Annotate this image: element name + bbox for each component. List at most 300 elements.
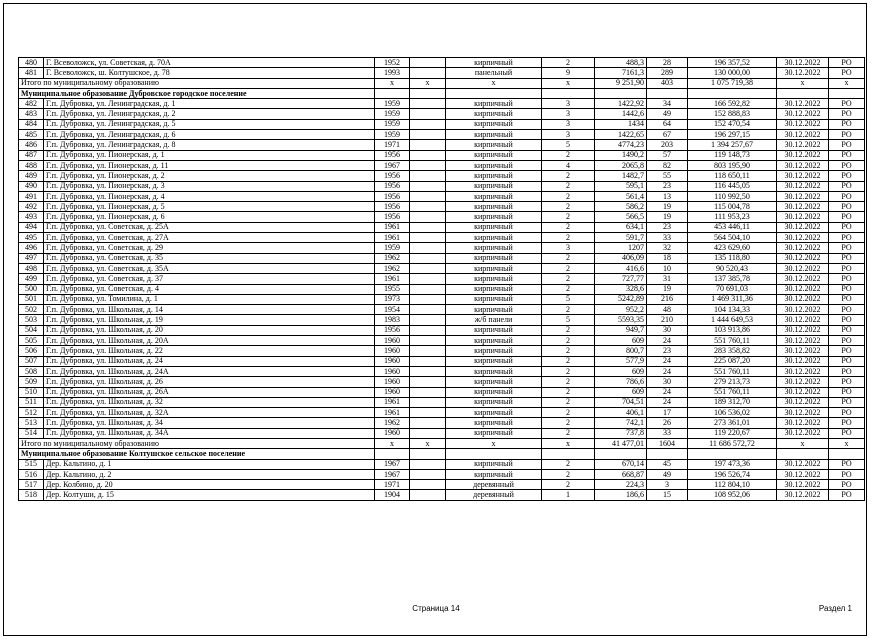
empty-cell: [542, 88, 595, 98]
cell-mat: ж/б панели: [446, 315, 542, 325]
cell-res: 24: [647, 356, 688, 366]
cell-fl: 2: [542, 336, 595, 346]
cell-area: 668,87: [595, 469, 647, 479]
cell-res: 23: [647, 181, 688, 191]
cell-mat: кирпичный: [446, 243, 542, 253]
cell-addr: Г.п. Дубровка, ул. Школьная, д. 26: [44, 377, 375, 387]
cell-n: 485: [19, 130, 44, 140]
cell-date: 30.12.2022: [777, 469, 829, 479]
cell-year: 1967: [375, 469, 410, 479]
cell-c3: х: [410, 438, 446, 448]
cell-addr: Г.п. Дубровка, ул. Школьная, д. 20: [44, 325, 375, 335]
cell-year: 1961: [375, 233, 410, 243]
cell-addr: Итого по муниципальному образованию: [19, 438, 375, 448]
cell-fl: 2: [542, 222, 595, 232]
cell-addr: Итого по муниципальному образованию: [19, 78, 375, 88]
table-row: [19, 336, 865, 346]
cell-res: 64: [647, 119, 688, 129]
cell-n: 517: [19, 480, 44, 490]
cell-fl: 2: [542, 305, 595, 315]
table-row: [19, 284, 865, 294]
cell-area: 1434: [595, 119, 647, 129]
cell-op: РО: [829, 160, 865, 170]
cell-res: 13: [647, 191, 688, 201]
table-row: [19, 160, 865, 170]
cell-n: 496: [19, 243, 44, 253]
cell-res: 48: [647, 305, 688, 315]
cell-date: 30.12.2022: [777, 233, 829, 243]
cell-c3: [410, 212, 446, 222]
cell-area: 727,77: [595, 274, 647, 284]
cell-fl: 2: [542, 233, 595, 243]
cell-year: 1952: [375, 58, 410, 68]
cell-fl: 2: [542, 377, 595, 387]
cell-n: 516: [19, 469, 44, 479]
cell-n: 505: [19, 336, 44, 346]
cell-fl: 3: [542, 119, 595, 129]
cell-area: 577,9: [595, 356, 647, 366]
cell-fl: 2: [542, 253, 595, 263]
cell-addr: Г.п. Дубровка, ул. Пионерская, д. 6: [44, 212, 375, 222]
cell-sum: 119 220,67: [688, 428, 777, 438]
cell-res: 34: [647, 99, 688, 109]
cell-op: РО: [829, 294, 865, 304]
table-row: [19, 490, 865, 500]
table-row: [19, 99, 865, 109]
cell-area: 634,1: [595, 222, 647, 232]
cell-date: 30.12.2022: [777, 459, 829, 469]
cell-res: 19: [647, 284, 688, 294]
cell-addr: Г.п. Дубровка, ул. Пионерская, д. 4: [44, 191, 375, 201]
cell-year: 1961: [375, 222, 410, 232]
cell-op: РО: [829, 325, 865, 335]
cell-fl: 3: [542, 99, 595, 109]
cell-res: 17: [647, 408, 688, 418]
cell-year: 1956: [375, 171, 410, 181]
table-row: [19, 377, 865, 387]
cell-res: 203: [647, 140, 688, 150]
cell-res: 26: [647, 418, 688, 428]
empty-cell: [410, 88, 446, 98]
cell-c3: [410, 469, 446, 479]
cell-area: 1490,2: [595, 150, 647, 160]
cell-date: х: [777, 78, 829, 88]
cell-fl: 2: [542, 356, 595, 366]
cell-mat: кирпичный: [446, 418, 542, 428]
cell-c3: [410, 253, 446, 263]
cell-area: 224,3: [595, 480, 647, 490]
table-row: [19, 325, 865, 335]
cell-date: 30.12.2022: [777, 377, 829, 387]
table-row: [19, 469, 865, 479]
empty-cell: [410, 449, 446, 459]
cell-op: РО: [829, 253, 865, 263]
cell-mat: кирпичный: [446, 212, 542, 222]
cell-res: 32: [647, 243, 688, 253]
table-row: [19, 397, 865, 407]
cell-mat: деревянный: [446, 490, 542, 500]
cell-mat: кирпичный: [446, 263, 542, 273]
cell-year: 1956: [375, 325, 410, 335]
cell-op: РО: [829, 191, 865, 201]
cell-year: 1904: [375, 490, 410, 500]
cell-res: 403: [647, 78, 688, 88]
cell-res: 82: [647, 160, 688, 170]
cell-n: 494: [19, 222, 44, 232]
table-row: [19, 202, 865, 212]
cell-date: 30.12.2022: [777, 274, 829, 284]
cell-n: 480: [19, 58, 44, 68]
cell-date: 30.12.2022: [777, 171, 829, 181]
cell-sum: 196 357,52: [688, 58, 777, 68]
cell-date: 30.12.2022: [777, 305, 829, 315]
cell-n: 503: [19, 315, 44, 325]
register-table: [18, 57, 865, 501]
cell-fl: 2: [542, 212, 595, 222]
cell-res: 10: [647, 263, 688, 273]
cell-year: 1956: [375, 191, 410, 201]
cell-n: 481: [19, 68, 44, 78]
cell-sum: 118 650,11: [688, 171, 777, 181]
cell-year: 1960: [375, 387, 410, 397]
cell-area: 561,4: [595, 191, 647, 201]
cell-addr: Дер. Колтуши, д. 15: [44, 490, 375, 500]
cell-res: 24: [647, 336, 688, 346]
cell-addr: Г.п. Дубровка, ул. Ленинградская, д. 8: [44, 140, 375, 150]
empty-cell: [647, 449, 688, 459]
cell-c3: [410, 408, 446, 418]
table-row: [19, 253, 865, 263]
table-row: [19, 109, 865, 119]
cell-n: 511: [19, 397, 44, 407]
cell-op: РО: [829, 387, 865, 397]
cell-fl: 2: [542, 171, 595, 181]
cell-n: 486: [19, 140, 44, 150]
cell-op: РО: [829, 58, 865, 68]
cell-area: 952,2: [595, 305, 647, 315]
cell-date: 30.12.2022: [777, 263, 829, 273]
cell-op: х: [829, 78, 865, 88]
cell-c3: [410, 387, 446, 397]
cell-c3: [410, 119, 446, 129]
table-row: [19, 274, 865, 284]
cell-addr: Г.п. Дубровка, ул. Школьная, д. 34А: [44, 428, 375, 438]
empty-cell: [688, 449, 777, 459]
cell-mat: кирпичный: [446, 459, 542, 469]
cell-area: 4774,23: [595, 140, 647, 150]
cell-c3: [410, 480, 446, 490]
empty-cell: [595, 449, 647, 459]
cell-addr: Г.п. Дубровка, ул. Школьная, д. 20А: [44, 336, 375, 346]
cell-res: 49: [647, 469, 688, 479]
cell-year: 1961: [375, 397, 410, 407]
empty-cell: [375, 88, 410, 98]
cell-addr: Г. Всеволожск, ш. Колтушское, д. 78: [44, 68, 375, 78]
cell-res: 19: [647, 202, 688, 212]
table-row: [19, 418, 865, 428]
cell-c3: [410, 356, 446, 366]
cell-n: 500: [19, 284, 44, 294]
cell-year: 1960: [375, 346, 410, 356]
cell-mat: кирпичный: [446, 233, 542, 243]
cell-n: 484: [19, 119, 44, 129]
cell-sum: 225 087,20: [688, 356, 777, 366]
cell-addr: Г.п. Дубровка, ул. Пионерская, д. 2: [44, 171, 375, 181]
cell-sum: 135 118,80: [688, 253, 777, 263]
cell-sum: 152 888,83: [688, 109, 777, 119]
cell-addr: Г.п. Дубровка, ул. Ленинградская, д. 6: [44, 130, 375, 140]
table-row: [19, 140, 865, 150]
cell-op: х: [829, 438, 865, 448]
cell-c3: [410, 68, 446, 78]
cell-date: 30.12.2022: [777, 191, 829, 201]
cell-addr: Г.п. Дубровка, ул. Школьная, д. 19: [44, 315, 375, 325]
cell-fl: 2: [542, 469, 595, 479]
cell-op: РО: [829, 130, 865, 140]
cell-n: 514: [19, 428, 44, 438]
cell-addr: Г.п. Дубровка, ул. Ленинградская, д. 5: [44, 119, 375, 129]
cell-mat: кирпичный: [446, 284, 542, 294]
cell-op: РО: [829, 140, 865, 150]
cell-area: 586,2: [595, 202, 647, 212]
cell-c3: [410, 315, 446, 325]
cell-mat: кирпичный: [446, 150, 542, 160]
cell-sum: 453 446,11: [688, 222, 777, 232]
cell-sum: 196 526,74: [688, 469, 777, 479]
cell-area: 328,6: [595, 284, 647, 294]
cell-date: 30.12.2022: [777, 346, 829, 356]
cell-mat: кирпичный: [446, 58, 542, 68]
cell-year: 1961: [375, 274, 410, 284]
table-row: [19, 243, 865, 253]
cell-date: 30.12.2022: [777, 243, 829, 253]
cell-fl: 2: [542, 428, 595, 438]
cell-area: 186,6: [595, 490, 647, 500]
cell-fl: 2: [542, 418, 595, 428]
cell-n: 510: [19, 387, 44, 397]
cell-res: 55: [647, 171, 688, 181]
cell-op: РО: [829, 150, 865, 160]
cell-sum: 90 520,43: [688, 263, 777, 273]
cell-op: РО: [829, 315, 865, 325]
cell-sum: 112 804,10: [688, 480, 777, 490]
cell-fl: 4: [542, 160, 595, 170]
cell-sum: 106 536,02: [688, 408, 777, 418]
cell-mat: кирпичный: [446, 202, 542, 212]
cell-n: 489: [19, 171, 44, 181]
cell-date: 30.12.2022: [777, 284, 829, 294]
cell-date: 30.12.2022: [777, 181, 829, 191]
cell-res: 24: [647, 397, 688, 407]
cell-c3: [410, 490, 446, 500]
cell-area: 949,7: [595, 325, 647, 335]
cell-c3: [410, 243, 446, 253]
table-row: [19, 315, 865, 325]
table-row: [19, 181, 865, 191]
cell-res: 210: [647, 315, 688, 325]
table-row: [19, 428, 865, 438]
cell-sum: 551 760,11: [688, 336, 777, 346]
table-row: [19, 480, 865, 490]
cell-n: 509: [19, 377, 44, 387]
cell-mat: х: [446, 438, 542, 448]
cell-n: 492: [19, 202, 44, 212]
cell-mat: панельный: [446, 68, 542, 78]
cell-area: 1422,92: [595, 99, 647, 109]
cell-fl: 2: [542, 408, 595, 418]
cell-op: РО: [829, 469, 865, 479]
cell-sum: 137 385,78: [688, 274, 777, 284]
cell-addr: Г.п. Дубровка, ул. Школьная, д. 26А: [44, 387, 375, 397]
cell-sum: 803 195,90: [688, 160, 777, 170]
cell-sum: 1 075 719,38: [688, 78, 777, 88]
table-row: [19, 191, 865, 201]
cell-area: 406,09: [595, 253, 647, 263]
cell-fl: 2: [542, 480, 595, 490]
cell-op: РО: [829, 68, 865, 78]
cell-op: РО: [829, 428, 865, 438]
table-row: [19, 366, 865, 376]
cell-date: 30.12.2022: [777, 397, 829, 407]
cell-op: РО: [829, 243, 865, 253]
cell-sum: 196 297,15: [688, 130, 777, 140]
cell-fl: 2: [542, 263, 595, 273]
empty-cell: [829, 88, 865, 98]
cell-c3: [410, 160, 446, 170]
total-row: [19, 78, 865, 88]
cell-area: 2065,8: [595, 160, 647, 170]
cell-op: РО: [829, 336, 865, 346]
cell-mat: кирпичный: [446, 397, 542, 407]
cell-fl: 2: [542, 274, 595, 284]
cell-addr: Муниципальное образование Дубровское городское поселение: [19, 88, 375, 98]
empty-cell: [375, 449, 410, 459]
cell-fl: 2: [542, 202, 595, 212]
cell-n: 495: [19, 233, 44, 243]
cell-op: РО: [829, 366, 865, 376]
cell-addr: Г.п. Дубровка, ул. Советская, д. 37: [44, 274, 375, 284]
cell-fl: х: [542, 78, 595, 88]
cell-n: 483: [19, 109, 44, 119]
table-row: [19, 150, 865, 160]
cell-sum: 423 629,60: [688, 243, 777, 253]
cell-mat: кирпичный: [446, 274, 542, 284]
cell-mat: кирпичный: [446, 160, 542, 170]
cell-year: 1960: [375, 428, 410, 438]
cell-sum: 11 686 572,72: [688, 438, 777, 448]
cell-sum: 108 952,06: [688, 490, 777, 500]
cell-op: РО: [829, 181, 865, 191]
cell-date: 30.12.2022: [777, 68, 829, 78]
cell-area: 1207: [595, 243, 647, 253]
cell-fl: 9: [542, 68, 595, 78]
cell-year: 1959: [375, 130, 410, 140]
cell-c3: [410, 346, 446, 356]
cell-mat: кирпичный: [446, 130, 542, 140]
cell-addr: Г.п. Дубровка, ул. Советская, д. 25А: [44, 222, 375, 232]
cell-n: 488: [19, 160, 44, 170]
cell-area: 566,5: [595, 212, 647, 222]
table-body: [19, 58, 865, 501]
cell-date: 30.12.2022: [777, 325, 829, 335]
cell-fl: 5: [542, 315, 595, 325]
cell-year: 1960: [375, 356, 410, 366]
cell-c3: [410, 459, 446, 469]
cell-year: 1956: [375, 150, 410, 160]
cell-date: 30.12.2022: [777, 99, 829, 109]
cell-mat: кирпичный: [446, 469, 542, 479]
cell-fl: 2: [542, 191, 595, 201]
cell-addr: Г. Всеволожск, ул. Советская, д. 70А: [44, 58, 375, 68]
cell-n: 490: [19, 181, 44, 191]
cell-sum: 103 913,86: [688, 325, 777, 335]
cell-sum: 110 992,50: [688, 191, 777, 201]
cell-fl: 2: [542, 366, 595, 376]
cell-fl: 2: [542, 346, 595, 356]
cell-date: х: [777, 438, 829, 448]
cell-res: 33: [647, 428, 688, 438]
cell-res: 67: [647, 130, 688, 140]
cell-op: РО: [829, 459, 865, 469]
cell-date: 30.12.2022: [777, 58, 829, 68]
empty-cell: [688, 88, 777, 98]
cell-op: РО: [829, 222, 865, 232]
cell-date: 30.12.2022: [777, 480, 829, 490]
cell-year: 1959: [375, 119, 410, 129]
cell-sum: 197 473,36: [688, 459, 777, 469]
cell-year: 1959: [375, 109, 410, 119]
cell-res: 289: [647, 68, 688, 78]
cell-n: 487: [19, 150, 44, 160]
cell-c3: [410, 130, 446, 140]
cell-date: 30.12.2022: [777, 387, 829, 397]
cell-addr: Г.п. Дубровка, ул. Томилина, д. 1: [44, 294, 375, 304]
cell-mat: х: [446, 78, 542, 88]
cell-date: 30.12.2022: [777, 336, 829, 346]
cell-n: 513: [19, 418, 44, 428]
cell-addr: Г.п. Дубровка, ул. Ленинградская, д. 1: [44, 99, 375, 109]
cell-res: 33: [647, 233, 688, 243]
cell-area: 9 251,90: [595, 78, 647, 88]
cell-c3: [410, 191, 446, 201]
cell-year: 1971: [375, 140, 410, 150]
cell-fl: 1: [542, 490, 595, 500]
cell-sum: 1 394 257,67: [688, 140, 777, 150]
cell-area: 1482,7: [595, 171, 647, 181]
table-row: [19, 58, 865, 68]
table-row: [19, 233, 865, 243]
cell-addr: Г.п. Дубровка, ул. Школьная, д. 24: [44, 356, 375, 366]
cell-sum: 551 760,11: [688, 366, 777, 376]
cell-op: РО: [829, 356, 865, 366]
cell-addr: Муниципальное образование Колтушское сельское поселение: [19, 449, 375, 459]
table-row: [19, 294, 865, 304]
cell-res: 18: [647, 253, 688, 263]
cell-n: 515: [19, 459, 44, 469]
page-number: Страница 14: [412, 604, 460, 613]
cell-op: РО: [829, 274, 865, 284]
cell-date: 30.12.2022: [777, 408, 829, 418]
section-label: Раздел 1: [818, 604, 852, 613]
cell-c3: [410, 181, 446, 191]
cell-sum: 273 361,01: [688, 418, 777, 428]
cell-op: РО: [829, 212, 865, 222]
cell-date: 30.12.2022: [777, 418, 829, 428]
cell-year: 1956: [375, 212, 410, 222]
cell-c3: [410, 150, 446, 160]
cell-area: 1422,65: [595, 130, 647, 140]
cell-mat: кирпичный: [446, 181, 542, 191]
